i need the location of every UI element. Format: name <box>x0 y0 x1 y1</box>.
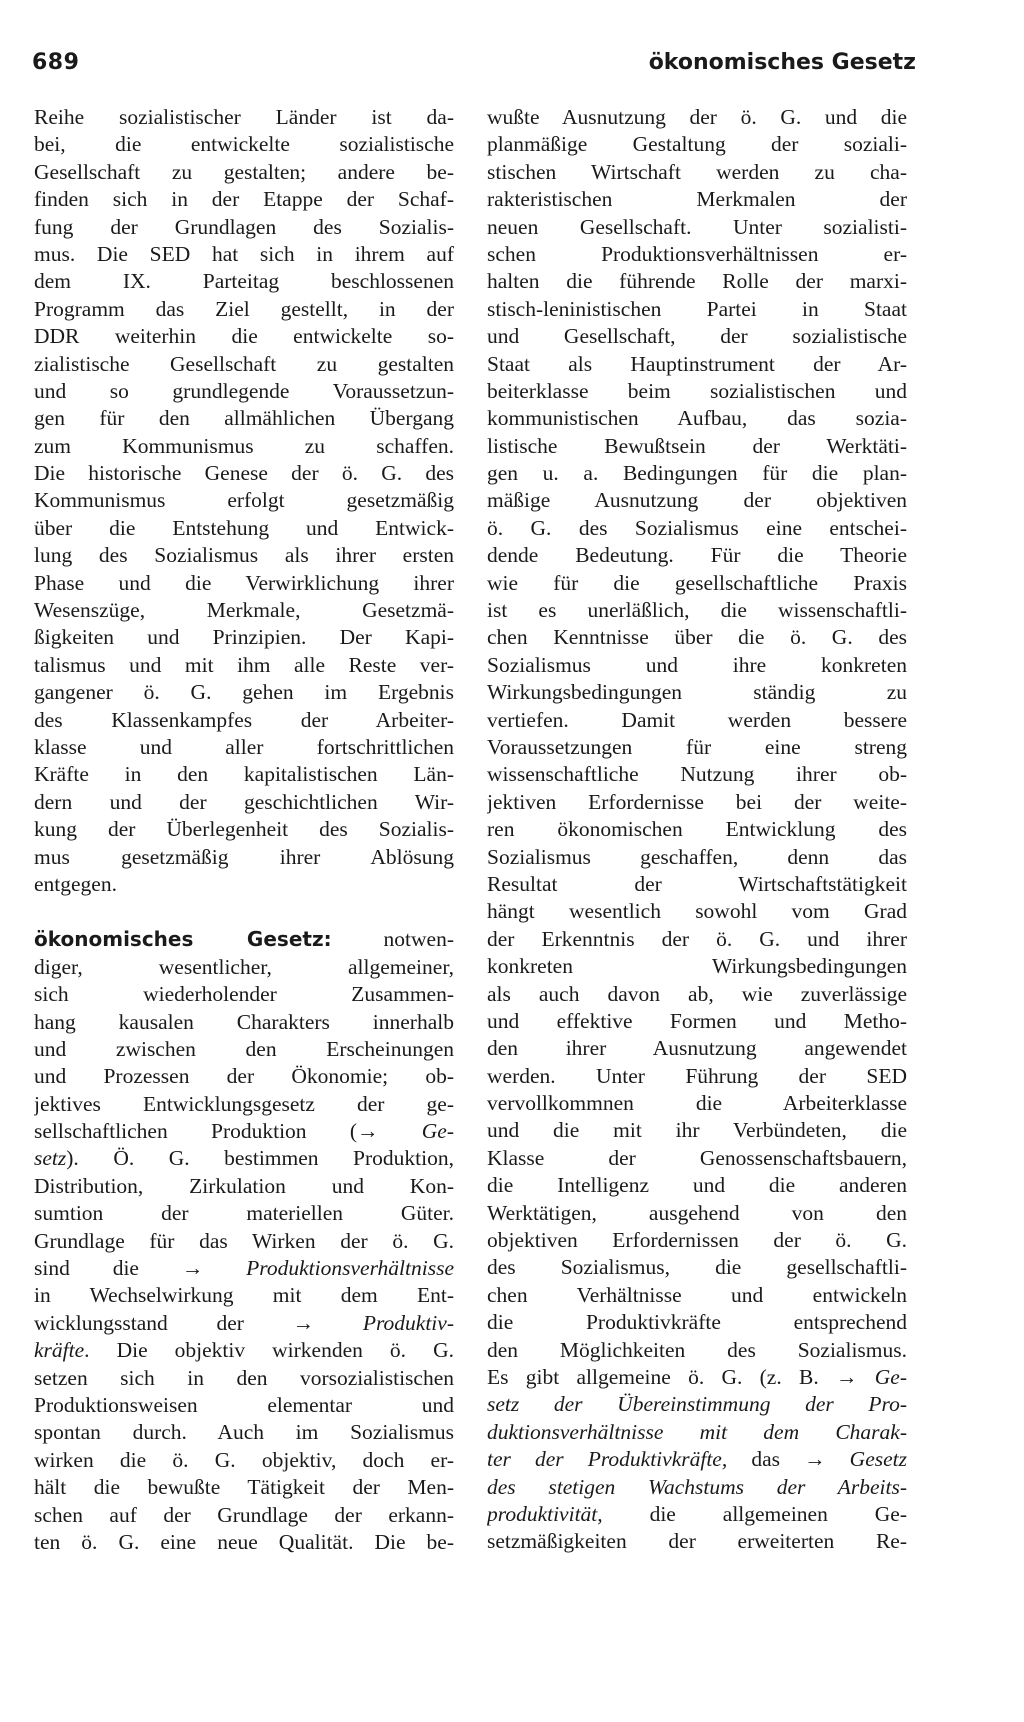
text-fragment: wicklungsstand der → <box>34 1310 363 1335</box>
text-line: wußte Ausnutzung der ö. G. und die <box>487 105 907 129</box>
text-line: mus. Die SED hat sich in ihrem auf <box>34 241 454 266</box>
text-line: Kommunismus erfolgt gesetzmäßig <box>34 488 454 513</box>
cross-reference: des stetigen Wachstums der Arbeits- <box>487 1474 907 1499</box>
text-line: Reihe sozialistischer Länder ist da- <box>34 105 454 129</box>
text-line: vertiefen. Damit werden bessere <box>487 707 907 732</box>
text-line: Klasse der Genossenschaftsbauern, <box>487 1145 907 1170</box>
cross-reference: Ge- <box>421 1119 454 1144</box>
text-fragment: ). Ö. G. bestimmen Produktion, <box>66 1146 454 1171</box>
text-line: vervollkommnen die Arbeiterklasse <box>487 1091 907 1116</box>
text-line: die Produktivkräfte entsprechend <box>487 1310 907 1335</box>
text-line: sumtion der materiellen Güter. <box>34 1201 454 1226</box>
text-line: wissenschaftliche Nutzung ihrer ob- <box>487 762 907 787</box>
text-line: bei, die entwickelte sozialistische <box>34 132 454 157</box>
text-line: objektiven Erfordernissen der ö. G. <box>487 1228 907 1253</box>
text-line: und so grundlegende Voraussetzun- <box>34 378 454 403</box>
text-line: ßigkeiten und Prinzipien. Der Kapi- <box>34 625 454 650</box>
text-line: über die Entstehung und Entwick- <box>34 515 454 540</box>
text-line: als auch davon ab, wie zuverlässige <box>487 981 907 1006</box>
text-line: planmäßige Gestaltung der soziali- <box>487 132 907 157</box>
text-line <box>487 1364 907 1391</box>
text-line: entgegen. <box>34 871 117 896</box>
text-line: und Prozessen der Ökonomie; ob- <box>34 1064 454 1089</box>
text-line: mäßige Ausnutzung der objektiven <box>487 488 907 513</box>
text-line <box>34 1145 454 1172</box>
text-line: setzmäßigkeiten der erweiterten Re- <box>487 1529 907 1554</box>
text-line: ren ökonomischen Entwicklung des <box>487 817 907 842</box>
text-line: in Wechselwirkung mit dem Ent- <box>34 1283 454 1308</box>
text-line: Sozialismus und ihre konkreten <box>487 652 907 677</box>
text-line: Produktionsweisen elementar und <box>34 1392 454 1417</box>
text-line: konkreten Wirkungsbedingungen <box>487 954 907 979</box>
text-fragment: notwen- <box>331 927 454 952</box>
text-line: hängt wesentlich sowohl vom Grad <box>487 899 907 924</box>
text-line: wie für die gesellschaftliche Praxis <box>487 570 907 595</box>
text-line: Kräfte in den kapitalistischen Län- <box>34 762 454 787</box>
text-line: chen Kenntnisse über die ö. G. des <box>487 625 907 650</box>
page-number: 689 <box>32 50 80 75</box>
text-line: stischen Wirtschaft werden zu cha- <box>487 159 907 184</box>
text-line: jektives Entwicklungsgesetz der ge- <box>34 1091 454 1116</box>
text-line: jektiven Erfordernisse bei der weite- <box>487 789 907 814</box>
text-line: und zwischen den Erscheinungen <box>34 1036 454 1061</box>
text-fragment: die allgemeinen Ge- <box>602 1501 907 1526</box>
text-line: den Möglichkeiten des Sozialismus. <box>487 1337 907 1362</box>
text-line: die Intelligenz und die anderen <box>487 1173 907 1198</box>
text-line: Staat als Hauptinstrument der Ar- <box>487 351 907 376</box>
text-line: setzen sich in den vorsozialistischen <box>34 1365 454 1390</box>
text-line: listische Bewußtsein der Werktäti- <box>487 433 907 458</box>
text-line: hält die bewußte Tätigkeit der Men- <box>34 1475 454 1500</box>
text-line: hang kausalen Charakters innerhalb <box>34 1009 454 1034</box>
cross-reference: Produktiv- <box>362 1310 454 1335</box>
text-line: beiterklasse beim sozialistischen und <box>487 378 907 403</box>
text-fragment: das → <box>727 1447 850 1472</box>
text-line: spontan durch. Auch im Sozialismus <box>34 1420 454 1445</box>
text-line: Die historische Genese der ö. G. des <box>34 461 454 486</box>
text-line: des Sozialismus, die gesellschaftli- <box>487 1255 907 1280</box>
text-fragment: sellschaftlichen Produktion (→ <box>34 1119 422 1144</box>
cross-reference: Ge- <box>874 1364 907 1389</box>
text-line: Voraussetzungen für eine streng <box>487 734 907 759</box>
text-line: Resultat der Wirtschaftstätigkeit <box>487 871 907 896</box>
text-line <box>487 1446 907 1473</box>
running-head: ökonomisches Gesetz <box>648 50 916 75</box>
paragraph-gap <box>34 898 454 926</box>
text-line: stisch-leninistischen Partei in Staat <box>487 296 907 321</box>
cross-reference: setz der Übereinstimmung der Pro- <box>487 1392 907 1417</box>
cross-reference: Produktionsverhältnisse <box>246 1256 454 1281</box>
text-line <box>34 1255 454 1282</box>
text-line <box>487 1391 907 1418</box>
text-line <box>487 1501 907 1528</box>
text-line: und die mit ihr Verbündeten, die <box>487 1118 907 1143</box>
text-line: Grundlage für das Wirken der ö. G. <box>34 1228 454 1253</box>
text-fragment: . Die objektiv wirkenden ö. G. <box>84 1338 454 1363</box>
text-line: zialistische Gesellschaft zu gestalten <box>34 351 454 376</box>
cross-reference: produktivität, <box>487 1501 603 1526</box>
text-line: DDR weiterhin die entwickelte so- <box>34 324 454 349</box>
text-line: den ihrer Ausnutzung angewendet <box>487 1036 907 1061</box>
text-line: Sozialismus geschaffen, denn das <box>487 844 907 869</box>
text-line: gen u. a. Bedingungen für die plan- <box>487 461 907 486</box>
cross-reference: duktionsverhältnisse mit dem Charak- <box>487 1419 907 1444</box>
text-line: Wesenszüge, Merkmale, Gesetzmä- <box>34 598 454 623</box>
text-line: neuen Gesellschaft. Unter sozialisti- <box>487 214 907 239</box>
left-column <box>34 104 454 1556</box>
text-line: Programm das Ziel gestellt, in der <box>34 296 454 321</box>
page-header <box>32 50 916 90</box>
text-line: gen für den allmählichen Übergang <box>34 406 454 431</box>
text-line: wirken die ö. G. objektiv, doch er- <box>34 1447 454 1472</box>
text-line: und Gesellschaft, der sozialistische <box>487 324 907 349</box>
text-line: Phase und die Verwirklichung ihrer <box>34 570 454 595</box>
text-line: rakteristischen Merkmalen der <box>487 187 907 212</box>
text-line <box>34 1118 454 1145</box>
text-fragment: sind die → <box>34 1256 247 1281</box>
text-line: chen Verhältnisse und entwickeln <box>487 1282 907 1307</box>
text-fragment: Es gibt allgemeine ö. G. (z. B. → <box>487 1364 875 1389</box>
text-line <box>34 1310 454 1337</box>
text-line: sich wiederholender Zusammen- <box>34 982 454 1007</box>
text-line: werden. Unter Führung der SED <box>487 1063 907 1088</box>
text-line: diger, wesentlicher, allgemeiner, <box>34 954 454 979</box>
text-line: kommunistischen Aufbau, das sozia- <box>487 406 907 431</box>
text-line: kung der Überlegenheit des Sozialis- <box>34 817 454 842</box>
text-line: Werktätigen, ausgehend von den <box>487 1200 907 1225</box>
cross-reference: ter der Produktivkräfte, <box>487 1447 728 1472</box>
text-line <box>487 1419 907 1446</box>
text-line: zum Kommunismus zu schaffen. <box>34 433 454 458</box>
text-line <box>34 1337 454 1364</box>
cross-reference: kräfte <box>34 1338 85 1363</box>
text-line: dern und der geschichtlichen Wir- <box>34 789 454 814</box>
entry-first-line <box>34 926 454 953</box>
text-line: Wirkungsbedingungen ständig zu <box>487 680 907 705</box>
text-line: Gesellschaft zu gestalten; andere be- <box>34 159 454 184</box>
text-line: talismus und mit ihm alle Reste ver- <box>34 652 454 677</box>
text-line: schen Produktionsverhältnissen er- <box>487 241 907 266</box>
text-line: ö. G. des Sozialismus eine entschei- <box>487 515 907 540</box>
text-line: schen auf der Grundlage der erkann- <box>34 1502 454 1527</box>
text-line: klasse und aller fortschrittlichen <box>34 734 454 759</box>
text-line: der Erkenntnis der ö. G. und ihrer <box>487 926 907 951</box>
text-line: dende Bedeutung. Für die Theorie <box>487 543 907 568</box>
text-line: ist es unerläßlich, die wissenschaftli- <box>487 598 907 623</box>
text-line: dem IX. Parteitag beschlossenen <box>34 269 454 294</box>
text-line: des Klassenkampfes der Arbeiter- <box>34 707 454 732</box>
text-line: ten ö. G. eine neue Qualität. Die be- <box>34 1529 454 1554</box>
text-line: lung des Sozialismus als ihrer ersten <box>34 543 454 568</box>
text-line <box>487 1474 907 1501</box>
cross-reference: Gesetz <box>849 1447 907 1472</box>
text-line: gangener ö. G. gehen im Ergebnis <box>34 680 454 705</box>
entry-lemma: ökonomisches Gesetz: <box>34 927 332 952</box>
cross-reference: setz <box>34 1146 67 1171</box>
text-line: halten die führende Rolle der marxi- <box>487 269 907 294</box>
text-line: finden sich in der Etappe der Schaf- <box>34 187 454 212</box>
text-line: mus gesetzmäßig ihrer Ablösung <box>34 844 454 869</box>
text-line: fung der Grundlagen des Sozialis- <box>34 214 454 239</box>
right-column <box>487 104 907 1556</box>
text-line: und effektive Formen und Metho- <box>487 1008 907 1033</box>
text-line: Distribution, Zirkulation und Kon- <box>34 1173 454 1198</box>
